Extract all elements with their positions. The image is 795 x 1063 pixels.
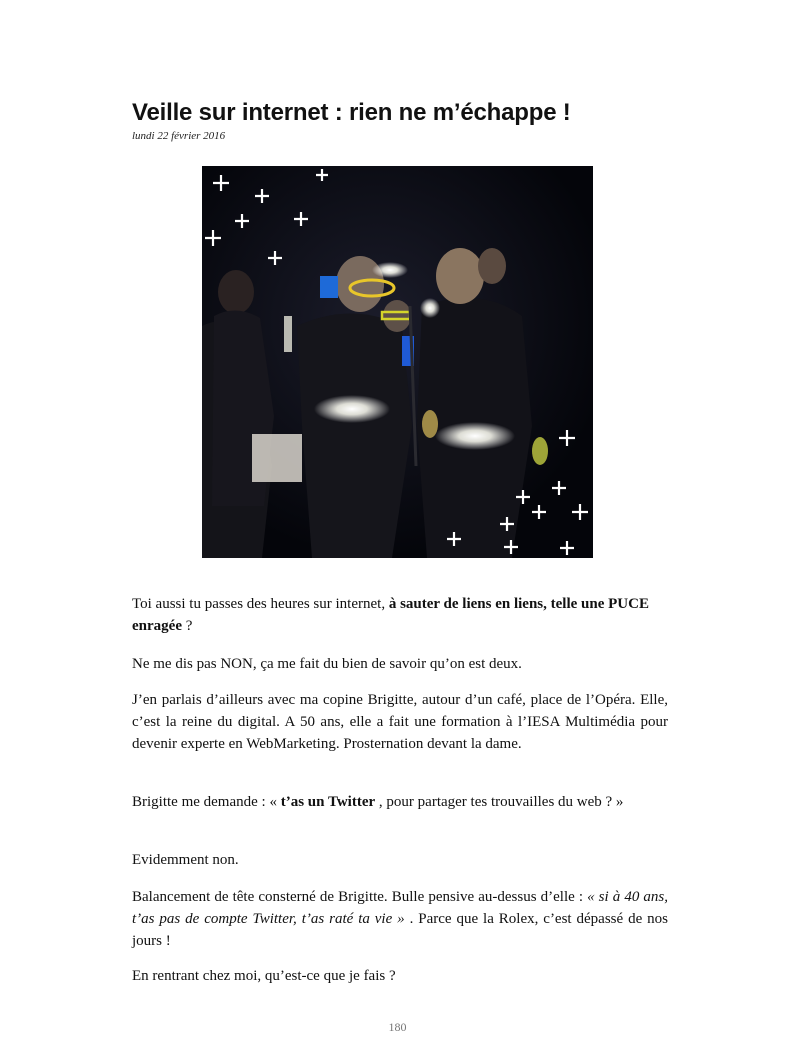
- paragraph-6-end: . Parce que la Rolex, c’est dépassé de nos jours !: [132, 911, 668, 949]
- paragraph-6-text: Balancement de tête consterné de Brigitte. Bulle pensive au-dessus d’elle :: [132, 889, 588, 905]
- paragraph-1-end: ?: [181, 618, 193, 634]
- paragraph-6: [132, 886, 668, 952]
- photo-illustration: [202, 166, 593, 558]
- paragraph-4: [132, 791, 668, 813]
- page-number: 180: [388, 1020, 407, 1034]
- paragraph-6-quote: « si à 40 ans, t’as pas de compte Twitter, t’as raté ta vie »: [132, 889, 668, 927]
- post-date: lundi 22 février 2016: [132, 130, 226, 142]
- paragraph-1-text: Toi aussi tu passes des heures sur internet,: [132, 596, 389, 612]
- paragraph-4-text: Brigitte me demande : «: [132, 794, 281, 810]
- paragraph-4-bold: t’as un Twitter: [280, 794, 376, 810]
- paragraph-3: J’en parlais d’ailleurs avec ma copine Brigitte, autour d’un café, place de l’Opéra. Elle, c’est la reine du digital. A 50 ans, elle a fait une formation à l’IESA Multimédia pour devenir experte en WebMarketing. Prosternation devant la dame.: [132, 692, 668, 752]
- paragraph-1: [132, 593, 668, 637]
- article-photo: [202, 166, 593, 558]
- paragraph-4-end: , pour partager tes trouvailles du web ? »: [375, 794, 624, 810]
- paragraph-7: En rentrant chez moi, qu’est-ce que je fais ?: [132, 968, 396, 984]
- paragraph-5: Evidemment non.: [132, 852, 239, 868]
- paragraph-1-bold: à sauter de liens en liens, telle une PUCE enragée: [132, 596, 649, 634]
- page-title: Veille sur internet : rien ne m’échappe !: [132, 99, 571, 126]
- paragraph-2: Ne me dis pas NON, ça me fait du bien de savoir qu’on est deux.: [132, 656, 522, 672]
